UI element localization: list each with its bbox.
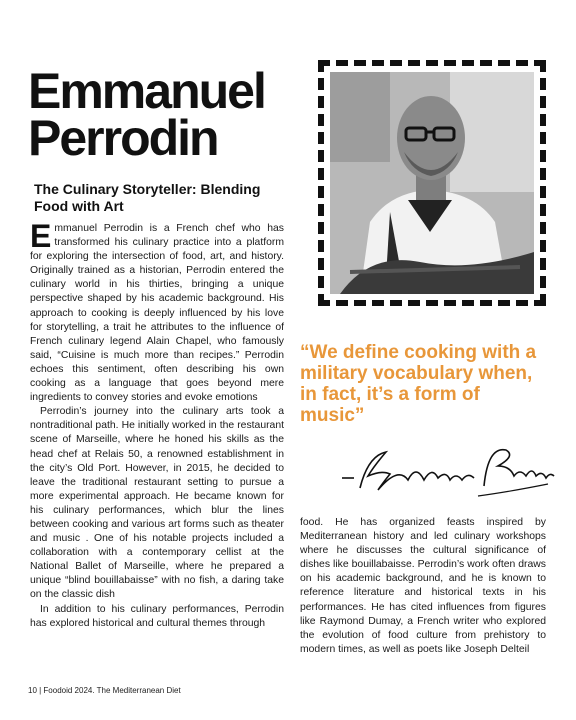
page-footer: 10 | Foodoid 2024. The Mediterranean Diet: [28, 686, 181, 695]
headline-last-name: Perrodin: [28, 110, 218, 166]
article-column-right: [300, 516, 546, 657]
pull-quote: “We define cooking with a military vocabulary when, in fact, it’s a form of music”: [300, 342, 537, 426]
article-subtitle: The Culinary Storyteller: Blending Food with Art: [34, 181, 261, 214]
chef-portrait-photo: [330, 72, 534, 294]
paragraph-history: In addition to his culinary performances, Perrodin has explored historical and cultural themes through: [30, 603, 284, 629]
signature-drawing: [338, 436, 558, 506]
headline-first-name: Emmanuel: [28, 63, 265, 119]
chef-portrait-illustration: [330, 72, 534, 294]
paragraph-intro: [30, 218, 284, 405]
paragraph-intro-text: mmanuel Perrodin is a French chef who has transformed his culinary practice into a platform for exploring the intersection of food, art, and history. Originally trained as a historian, Perrodin entered the culinary world in his thirties, bringing a unique perspective shaped by his academic background. His approach to cooking is deeply influenced by his love for storytelling, a trait he attributes to the influence of French culinary legend Alain Chapel, who famously said, “Cuisine is much more than recipes.” Perrodin echoes this sentiment, often describing his own cooking as a language that goes beyond mere ingredients to convey stories and evoke emotions: [30, 223, 284, 404]
drop-cap: E: [30, 218, 52, 254]
paragraph-feasts: food. He has organized feasts inspired by Mediterranean history and led culinary workshops where he discusses the cultural significance of dishes like bouillabaisse. Perrodin’s work often draws on his academic background, and he is known to reference literature and historical texts in his performances. He has cited influences from figures like Raymond Dumay, a French writer who explored the evolution of food culture from prehistory to modern times, as well as poets like Joseph Delteil: [300, 517, 546, 655]
article-column-left: [30, 218, 284, 631]
portrait-frame: [318, 60, 546, 306]
signature: [338, 436, 558, 506]
paragraph-journey: Perrodin’s journey into the culinary arts took a nontraditional path. He initially worked in the restaurant scene of Marseille, where he honed his skills as the head chef at Relais 50, a renowned establishment in the city’s Old Port. However, in 2015, he decided to leave the traditional restaurant setting to pursue a more experimental approach. He became known for his culinary performances, which blur the lines between cooking and various art forms such as theater and music . One of his notable projects included a collaboration with a contemporary cellist at the National Ballet of Marseille, where he prepared a unique “blind bouillabaisse” with no fish, a daring take on the classic dish: [30, 406, 284, 601]
